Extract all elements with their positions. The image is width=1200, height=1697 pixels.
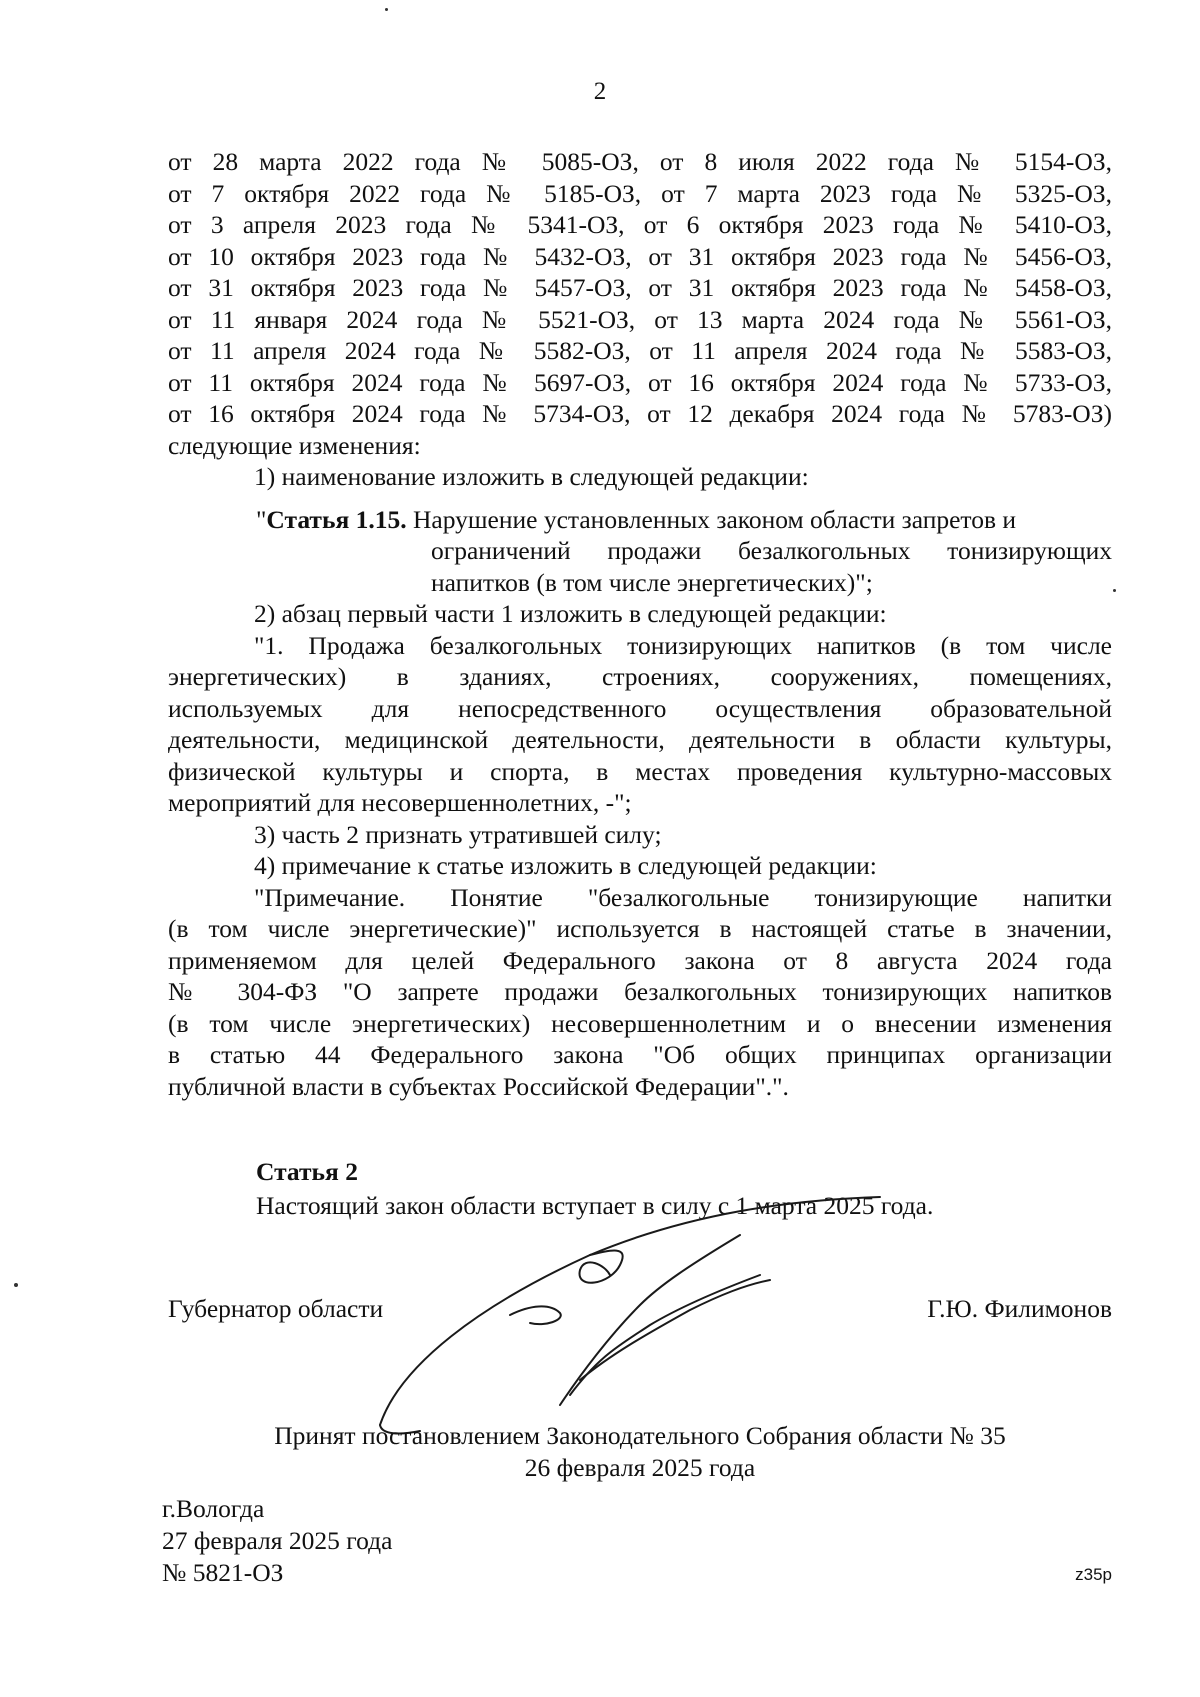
signatory-name: Г.Ю. Филимонов xyxy=(927,1294,1112,1323)
text-line: от 7 октября 2022 года № 5185-ОЗ, от 7 марта 2023 года № 5325-ОЗ, xyxy=(168,178,1112,208)
text-line: энергетических) в зданиях, строениях, сооружениях, помещениях, xyxy=(168,662,1112,691)
text-line: применяемом для целей Федерального закона от 8 августа 2024 года xyxy=(168,945,1112,975)
text-line: деятельности, медицинской деятельности, деятельности в области культуры, xyxy=(168,725,1112,754)
text-line: (в том числе энергетические)" используется в настоящей статье в значении, xyxy=(168,914,1112,943)
text-line: от 3 апреля 2023 года № 5341-ОЗ, от 6 октября 2023 года № 5410-ОЗ, xyxy=(168,210,1112,239)
article-title-line: ограничений продажи безалкогольных тонизирующих xyxy=(431,536,1112,565)
text-line: "Примечание. Понятие "безалкогольные тонизирующие напитки xyxy=(254,882,1112,912)
text-line: № 304-ФЗ "О запрете продажи безалкогольных тонизирующих напитков xyxy=(168,977,1112,1006)
signature-image xyxy=(360,1195,920,1435)
amendments-list xyxy=(168,146,1112,493)
scan-speck xyxy=(385,8,388,11)
text-line: "1. Продажа безалкогольных тонизирующих напитков (в том числе xyxy=(254,630,1112,660)
amendment-items xyxy=(168,598,1112,1102)
law-number: № 5821-ОЗ xyxy=(162,1558,284,1587)
text-line: от 28 марта 2022 года № 5085-ОЗ, от 8 июля 2022 года № 5154-ОЗ, xyxy=(168,147,1112,176)
signing-date: 27 февраля 2025 года xyxy=(162,1526,393,1555)
text-line: от 11 апреля 2024 года № 5582-ОЗ, от 11 апреля 2024 года № 5583-ОЗ, xyxy=(168,336,1112,365)
item-3: 3) часть 2 признать утратившей силу; xyxy=(254,819,662,849)
item-1: 1) наименование изложить в следующей редакции: xyxy=(254,462,809,491)
article-title-line: напитков (в том числе энергетических)"; xyxy=(431,567,873,597)
item-2: 2) абзац первый части 1 изложить в следующей редакции: xyxy=(254,599,887,628)
article-title xyxy=(256,504,1112,536)
text-line: от 11 октября 2024 года № 5697-ОЗ, от 16 октября 2024 года № 5733-ОЗ, xyxy=(168,367,1112,397)
adoption-note xyxy=(0,1420,1200,1484)
article-2-text: Настоящий закон области вступает в силу с 1 марта 2025 года. xyxy=(256,1191,934,1220)
article-2-heading: Статья 2 xyxy=(256,1157,358,1186)
place-and-date xyxy=(162,1493,392,1589)
article-title-continuation xyxy=(431,535,1112,598)
text-line: используемых для непосредственного осуществления образовательной xyxy=(168,693,1112,723)
page-number: 2 xyxy=(593,78,607,105)
text-line: физической культуры и спорта, в местах проведения культурно-массовых xyxy=(168,756,1112,786)
open-quote: " xyxy=(256,505,267,534)
document-code: z35p xyxy=(1075,1565,1112,1584)
adoption-line: Принят постановлением Законодательного Собрания области № 35 xyxy=(274,1421,1006,1450)
article-title-line: Нарушение установленных законом области запретов и xyxy=(413,505,1017,534)
city: г.Вологда xyxy=(162,1494,265,1523)
text-line: следующие изменения: xyxy=(168,430,421,460)
article-label: Статья 1.15. xyxy=(266,505,407,534)
text-line: мероприятий для несовершеннолетних, -"; xyxy=(168,788,632,817)
text-line: (в том числе энергетических) несовершеннолетним и о внесении изменения xyxy=(168,1008,1112,1038)
scan-speck xyxy=(14,1283,18,1287)
signatory-title: Губернатор области xyxy=(168,1294,384,1323)
text-line: от 16 октября 2024 года № 5734-ОЗ, от 12 декабря 2024 года № 5783-ОЗ) xyxy=(168,399,1112,428)
scan-speck xyxy=(1113,589,1116,592)
text-line: от 11 января 2024 года № 5521-ОЗ, от 13 марта 2024 года № 5561-ОЗ, xyxy=(168,304,1112,334)
item-4: 4) примечание к статье изложить в следующей редакции: xyxy=(254,851,877,880)
text-line: в статью 44 Федерального закона "Об общих принципах организации xyxy=(168,1040,1112,1069)
text-line: от 10 октября 2023 года № 5432-ОЗ, от 31 октября 2023 года № 5456-ОЗ, xyxy=(168,241,1112,271)
text-line: от 31 октября 2023 года № 5457-ОЗ, от 31 октября 2023 года № 5458-ОЗ, xyxy=(168,273,1112,302)
text-line: публичной власти в субъектах Российской Федерации".". xyxy=(168,1071,789,1101)
adoption-date: 26 февраля 2025 года xyxy=(524,1453,756,1482)
